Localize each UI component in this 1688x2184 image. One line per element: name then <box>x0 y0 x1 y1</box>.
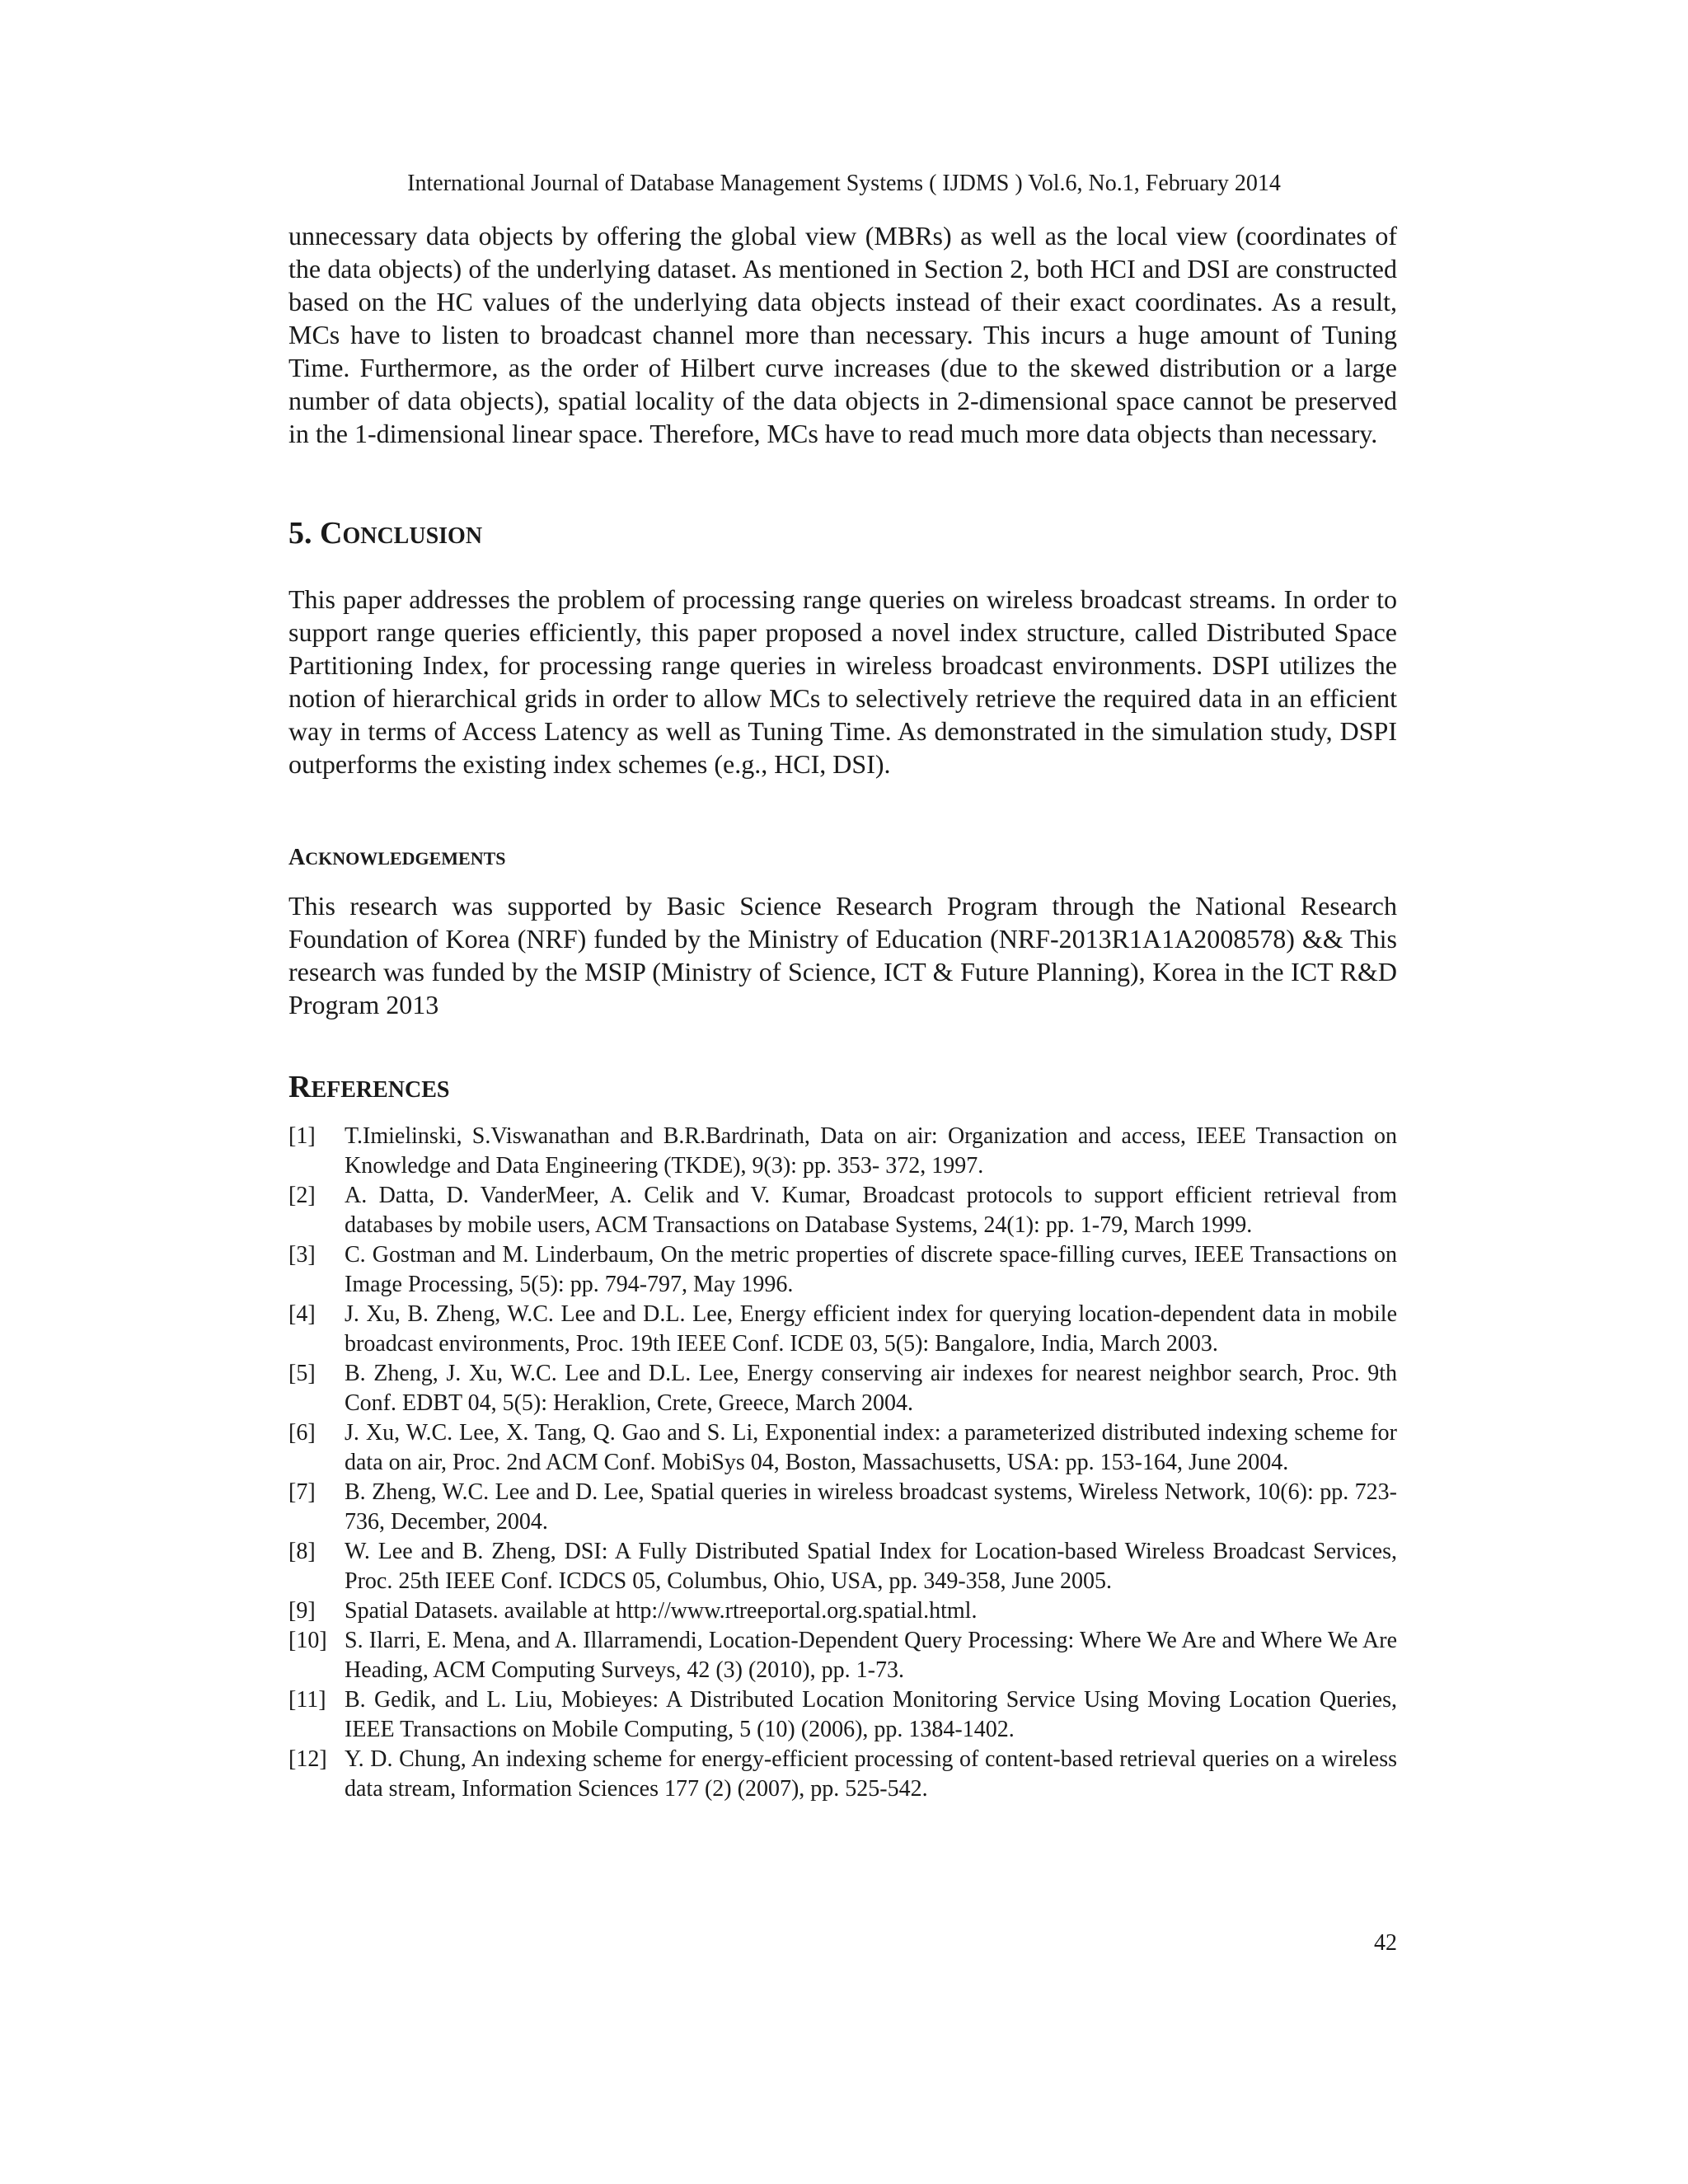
reference-item <box>288 1122 1397 1181</box>
reference-number: [2] <box>288 1183 316 1208</box>
reference-item <box>288 1240 1397 1300</box>
reference-text: J. Xu, W.C. Lee, X. Tang, Q. Gao and S. Li, Exponential index: a parameterized distributed indexing scheme for data on air, Proc. 2nd ACM Conf. MobiSys 04, Boston, Massachusetts, USA: pp. 153-164, June 2004. <box>345 1420 1397 1475</box>
reference-item <box>288 1181 1397 1240</box>
reference-item <box>288 1478 1397 1537</box>
conclusion-heading-initial: C <box>320 516 343 551</box>
reference-item <box>288 1596 1397 1626</box>
reference-item <box>288 1626 1397 1685</box>
reference-number: [10] <box>288 1628 327 1653</box>
reference-item <box>288 1359 1397 1418</box>
reference-item <box>288 1685 1397 1745</box>
intro-section <box>288 219 1397 450</box>
reference-item <box>288 1300 1397 1359</box>
reference-number: [7] <box>288 1479 316 1505</box>
intro-paragraph: unnecessary data objects by offering the global view (MBRs) as well as the local view (coordinates of the data objects) of the underlying dataset. As mentioned in Section 2, both HCI and DSI are constructed based on the HC values of the underlying data objects instead of their exact coordinates. As a result, MCs have to listen to broadcast channel more than necessary. This incurs a huge amount of Tuning Time. Furthermore, as the order of Hilbert curve increases (due to the skewed distribution or a large number of data objects), spatial locality of the data objects in 2-dimensional space cannot be preserved in the 1-dimensional linear space. Therefore, MCs have to read much more data objects than necessary. <box>288 221 1397 448</box>
reference-text: A. Datta, D. VanderMeer, A. Celik and V. Kumar, Broadcast protocols to support efficient retrieval from databases by mobile users, ACM Transactions on Database Systems, 24(1): pp. 1-79, March 1999. <box>345 1183 1397 1238</box>
acknowledgements-heading-rest: CKNOWLEDGEMENTS <box>305 848 506 869</box>
reference-text: B. Gedik, and L. Liu, Mobieyes: A Distributed Location Monitoring Service Using Moving Location Queries, IEEE Transactions on Mobile Computing, 5 (10) (2006), pp. 1384-1402. <box>345 1687 1397 1742</box>
reference-text: Spatial Datasets. available at http://www.rtreeportal.org.spatial.html. <box>345 1598 978 1624</box>
conclusion-paragraph: This paper addresses the problem of processing range queries on wireless broadcast streams. In order to support range queries efficiently, this paper proposed a novel index structure, called Distributed Space Partitioning Index, for processing range queries in wireless broadcast environments. DSPI utilizes the notion of hierarchical grids in order to allow MCs to selectively retrieve the required data in an efficient way in terms of Access Latency as well as Tuning Time. As demonstrated in the simulation study, DSPI outperforms the existing index schemes (e.g., HCI, DSI). <box>288 584 1397 779</box>
acknowledgements-heading <box>288 843 506 874</box>
reference-text: T.Imielinski, S.Viswanathan and B.R.Bardrinath, Data on air: Organization and access, IEEE Transaction on Knowledge and Data Engineering (TKDE), 9(3): pp. 353- 372, 1997. <box>345 1123 1397 1179</box>
reference-text: B. Zheng, W.C. Lee and D. Lee, Spatial queries in wireless broadcast systems, Wireless Network, 10(6): pp. 723-736, December, 2004. <box>345 1479 1397 1535</box>
reference-text: S. Ilarri, E. Mena, and A. Illarramendi, Location-Dependent Query Processing: Where We Are and Where We Are Heading, ACM Computing Surveys, 42 (3) (2010), pp. 1-73. <box>345 1628 1397 1683</box>
reference-number: [12] <box>288 1746 327 1772</box>
reference-number: [5] <box>288 1361 316 1386</box>
reference-number: [8] <box>288 1539 316 1564</box>
reference-number: [11] <box>288 1687 326 1713</box>
references-heading-initial: R <box>288 1070 312 1104</box>
references-heading <box>288 1068 450 1109</box>
reference-number: [9] <box>288 1598 316 1624</box>
acknowledgements-section <box>288 889 1397 1021</box>
conclusion-heading-number: 5. <box>288 516 320 551</box>
running-header: International Journal of Database Management Systems ( IJDMS ) Vol.6, No.1, February 2014 <box>407 171 1281 196</box>
conclusion-section <box>288 583 1397 780</box>
reference-number: [6] <box>288 1420 316 1446</box>
reference-text: J. Xu, B. Zheng, W.C. Lee and D.L. Lee, Energy efficient index for querying location-dependent data in mobile broadcast environments, Proc. 19th IEEE Conf. ICDE 03, 5(5): Bangalore, India, March 2003. <box>345 1301 1397 1357</box>
reference-number: [3] <box>288 1242 316 1268</box>
acknowledgements-heading-initial: A <box>288 845 306 870</box>
page-number: 42 <box>1374 1930 1397 1956</box>
reference-number: [1] <box>288 1123 316 1149</box>
conclusion-heading-rest: ONCLUSION <box>342 523 483 549</box>
references-heading-rest: EFERENCES <box>311 1077 450 1103</box>
reference-text: C. Gostman and M. Linderbaum, On the metric properties of discrete space-filling curves, IEEE Transactions on Image Processing, 5(5): pp. 794-797, May 1996. <box>345 1242 1397 1297</box>
reference-text: Y. D. Chung, An indexing scheme for energy-efficient processing of content-based retrieval queries on a wireless data stream, Information Sciences 177 (2) (2007), pp. 525-542. <box>345 1746 1397 1802</box>
reference-number: [4] <box>288 1301 316 1327</box>
reference-item <box>288 1537 1397 1596</box>
conclusion-heading <box>288 514 482 555</box>
reference-list <box>288 1122 1397 1804</box>
acknowledgements-paragraph: This research was supported by Basic Science Research Program through the National Research Foundation of Korea (NRF) funded by the Ministry of Education (NRF-2013R1A1A2008578) && This research was funded by the MSIP (Ministry of Science, ICT & Future Planning), Korea in the ICT R&D Program 2013 <box>288 891 1397 1019</box>
reference-item <box>288 1745 1397 1804</box>
reference-text: W. Lee and B. Zheng, DSI: A Fully Distributed Spatial Index for Location-based Wireless Broadcast Services, Proc. 25th IEEE Conf. ICDCS 05, Columbus, Ohio, USA, pp. 349-358, June 2005. <box>345 1539 1397 1594</box>
reference-item <box>288 1418 1397 1478</box>
reference-text: B. Zheng, J. Xu, W.C. Lee and D.L. Lee, Energy conserving air indexes for nearest neighbor search, Proc. 9th Conf. EDBT 04, 5(5): Heraklion, Crete, Greece, March 2004. <box>345 1361 1397 1416</box>
